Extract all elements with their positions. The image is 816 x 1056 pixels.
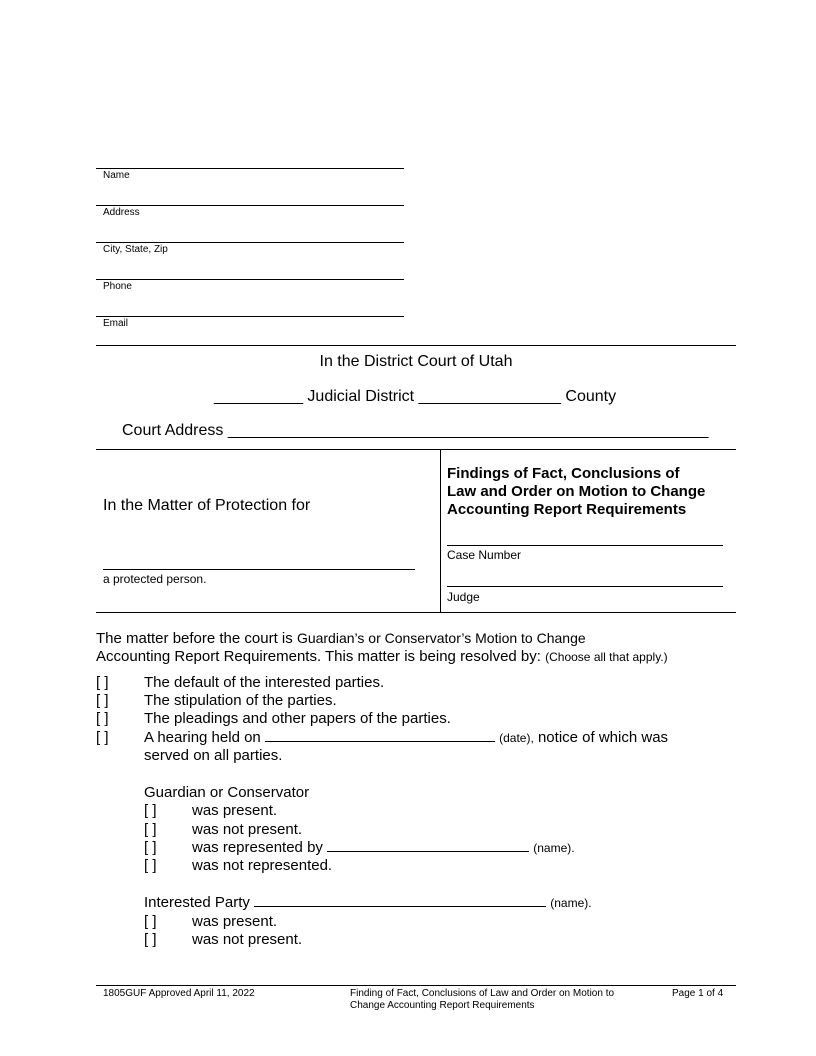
guardian-represented [144, 839, 575, 857]
intro-text-c: Accounting Report Requirements. This matter is being resolved by: [96, 648, 541, 665]
checkbox-guardian-not-present[interactable]: [ ] [144, 821, 157, 838]
intro-text-a: The matter before the court is [96, 630, 293, 647]
checkbox-hearing[interactable]: [ ] [96, 729, 109, 746]
checkbox-guardian-represented[interactable]: [ ] [144, 839, 157, 856]
guardian-heading: Guardian or Conservator [144, 784, 310, 801]
court-top-rule [96, 345, 736, 346]
option-default-text: The default of the interested parties. [144, 674, 385, 691]
caption-divider [440, 449, 441, 612]
checkbox-pleadings[interactable]: [ ] [96, 710, 109, 727]
protected-person-line[interactable] [103, 569, 415, 570]
hearing-text-b: notice of which was [537, 729, 669, 746]
judge-line[interactable] [447, 586, 723, 587]
phone-label: Phone [103, 281, 132, 292]
matter-label: In the Matter of Protection for [103, 497, 311, 514]
representative-name-hint: (name). [533, 841, 575, 855]
address-label: Address [103, 207, 140, 218]
footer-rule [96, 985, 736, 986]
document-title-line3: Accounting Report Requirements [447, 501, 687, 518]
choose-hint: (Choose all that apply.) [545, 650, 668, 664]
interested-party-name-blank[interactable] [254, 894, 546, 907]
option-hearing [96, 729, 668, 747]
representative-name-blank[interactable] [327, 839, 529, 852]
judge-label: Judge [447, 590, 480, 604]
document-title-line1: Findings of Fact, Conclusions of [447, 465, 680, 482]
court-heading: In the District Court of Utah [319, 353, 513, 370]
guardian-not-represented-text: was not represented. [192, 857, 333, 874]
email-line[interactable] [96, 316, 404, 317]
checkbox-interested-present[interactable]: [ ] [144, 913, 157, 930]
hearing-date-hint: (date), [499, 731, 534, 745]
guardian-not-present-text: was not present. [192, 821, 303, 838]
option-stipulation [96, 692, 337, 710]
email-label: Email [103, 318, 129, 329]
hearing-line-2: served on all parties. [144, 747, 283, 764]
guardian-not-represented [144, 857, 332, 875]
case-number-label: Case Number [447, 548, 522, 562]
interested-not-present-text: was not present. [192, 931, 303, 948]
option-pleadings [96, 710, 451, 728]
footer-form-id: 1805GUF Approved April 11, 2022 [103, 988, 255, 999]
guardian-not-present [144, 821, 302, 839]
guardian-present-text: was present. [192, 802, 278, 819]
intro-text-b: Guardian’s or Conservator’s Motion to Change [296, 630, 586, 646]
address-line[interactable] [96, 205, 404, 206]
name-line[interactable] [96, 168, 404, 169]
interested-present [144, 913, 277, 931]
checkbox-interested-not-present[interactable]: [ ] [144, 931, 157, 948]
checkbox-guardian-not-represented[interactable]: [ ] [144, 857, 157, 874]
city-state-zip-label: City, State, Zip [103, 244, 168, 255]
checkbox-stipulation[interactable]: [ ] [96, 692, 109, 709]
judicial-district-line[interactable]: __________ Judicial District ________________ County [214, 388, 617, 405]
document-title [447, 465, 705, 519]
city-state-zip-line[interactable] [96, 242, 404, 243]
document-title-line2: Law and Order on Motion to Change [447, 483, 706, 500]
interested-present-text: was present. [192, 913, 278, 930]
case-number-line[interactable] [447, 545, 723, 546]
footer-doc-title-line1: Finding of Fact, Conclusions of Law and Order on Motion to [350, 988, 615, 999]
footer-doc-title-line2: Change Accounting Report Requirements [350, 1000, 535, 1011]
option-stipulation-text: The stipulation of the parties. [144, 692, 337, 709]
intro-line-1 [96, 629, 586, 648]
hearing-text-a: A hearing held on [144, 729, 261, 746]
footer-page-number: Page 1 of 4 [672, 988, 724, 999]
protected-person-label: a protected person. [103, 572, 207, 586]
caption-top-rule [96, 449, 736, 450]
checkbox-guardian-present[interactable]: [ ] [144, 802, 157, 819]
interested-party-name-hint: (name). [550, 896, 592, 910]
phone-line[interactable] [96, 279, 404, 280]
footer-doc-title [350, 988, 614, 1012]
court-address-line[interactable]: Court Address ______________________________________________________ [122, 422, 709, 439]
checkbox-default[interactable]: [ ] [96, 674, 109, 691]
option-default [96, 674, 384, 692]
interested-party-line [144, 894, 592, 912]
guardian-represented-text: was represented by [192, 839, 323, 856]
hearing-date-blank[interactable] [265, 729, 495, 742]
intro-line-2 [96, 648, 668, 666]
caption-bottom-rule [96, 612, 736, 613]
interested-not-present [144, 931, 302, 949]
guardian-present [144, 802, 277, 820]
option-pleadings-text: The pleadings and other papers of the parties. [144, 710, 451, 727]
interested-party-label: Interested Party [144, 894, 250, 911]
name-label: Name [103, 170, 130, 181]
